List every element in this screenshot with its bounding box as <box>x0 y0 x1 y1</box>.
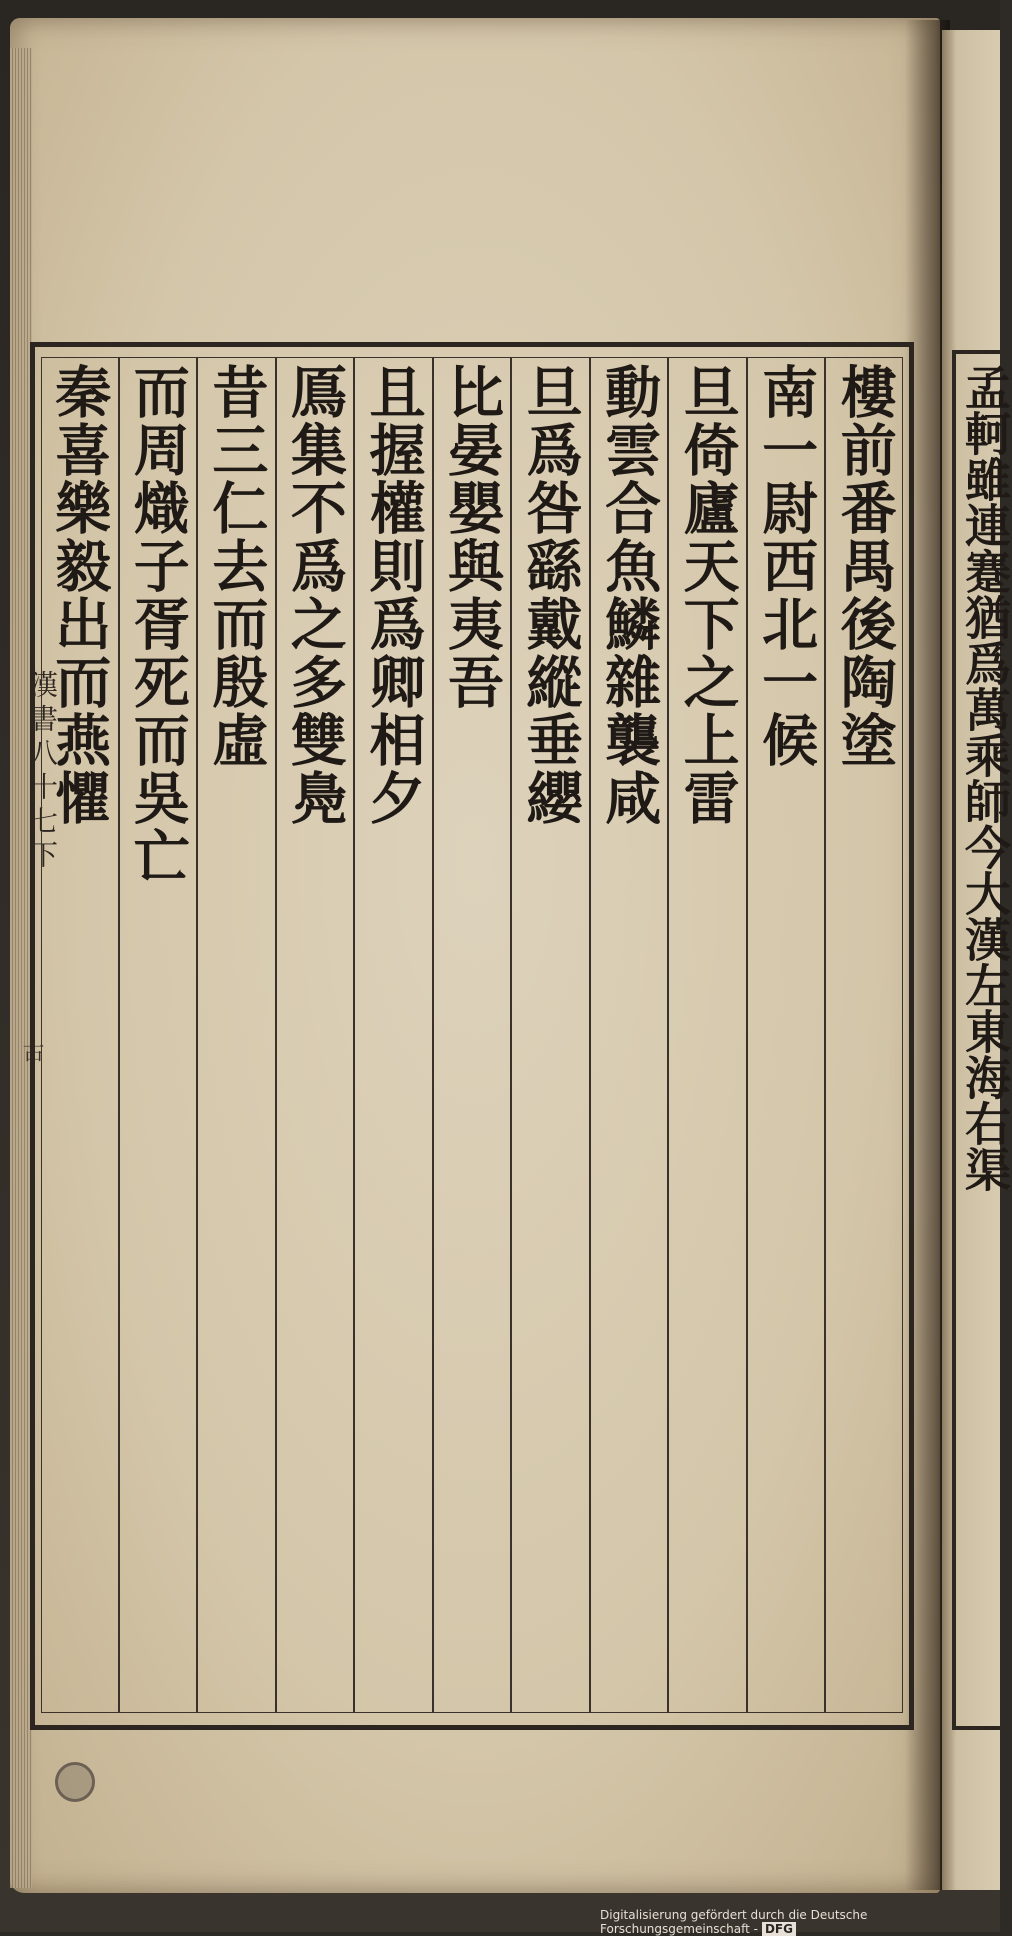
page-edges <box>10 48 32 1888</box>
right-page-column: 孟軻雖連蹇猶爲萬乘師今大漢左東海右渠 <box>958 364 1012 1192</box>
text-column-8 <box>275 357 354 1713</box>
text-column-4 <box>589 357 668 1713</box>
column-text: 昔三仁去而殷虛 <box>203 363 270 769</box>
text-columns <box>41 357 903 1713</box>
text-column-5 <box>510 357 589 1713</box>
column-text: 秦喜樂毅出而燕懼 <box>46 363 113 827</box>
footer-credit <box>600 1908 1000 1936</box>
column-text: 動雲合魚鱗雜襲咸 <box>596 363 663 827</box>
column-text: 而周熾子胥死而吳亡 <box>124 363 191 885</box>
column-text: 南一尉西北一候 <box>753 363 820 769</box>
text-column-1 <box>824 357 903 1713</box>
column-text: 鳫集不爲之多雙鳧 <box>281 363 348 827</box>
footer-text: Digitalisierung gefördert durch die Deutsche Forschungsgemeinschaft - <box>600 1908 868 1936</box>
margin-title: 漢書八十七下 <box>26 670 59 874</box>
column-text: 且握權則爲卿相夕 <box>360 363 427 827</box>
column-text: 比晏嬰與夷吾 <box>438 363 505 711</box>
column-text: 旦爲咎繇戴縱垂纓 <box>517 363 584 827</box>
column-text: 旦倚廬天下之上雷 <box>674 363 741 827</box>
library-stamp <box>55 1762 95 1802</box>
right-page-frame <box>952 350 1012 1730</box>
text-column-10 <box>118 357 197 1713</box>
text-column-2 <box>746 357 825 1713</box>
text-column-3 <box>667 357 746 1713</box>
margin-mark: 古 <box>19 1040 44 1062</box>
column-text: 樓前番禺後陶塗 <box>831 363 898 769</box>
text-column-7 <box>353 357 432 1713</box>
text-column-9 <box>196 357 275 1713</box>
text-frame <box>30 342 914 1730</box>
text-column-6 <box>432 357 511 1713</box>
text-column-11 <box>41 357 118 1713</box>
dfg-logo: DFG <box>762 1922 796 1936</box>
